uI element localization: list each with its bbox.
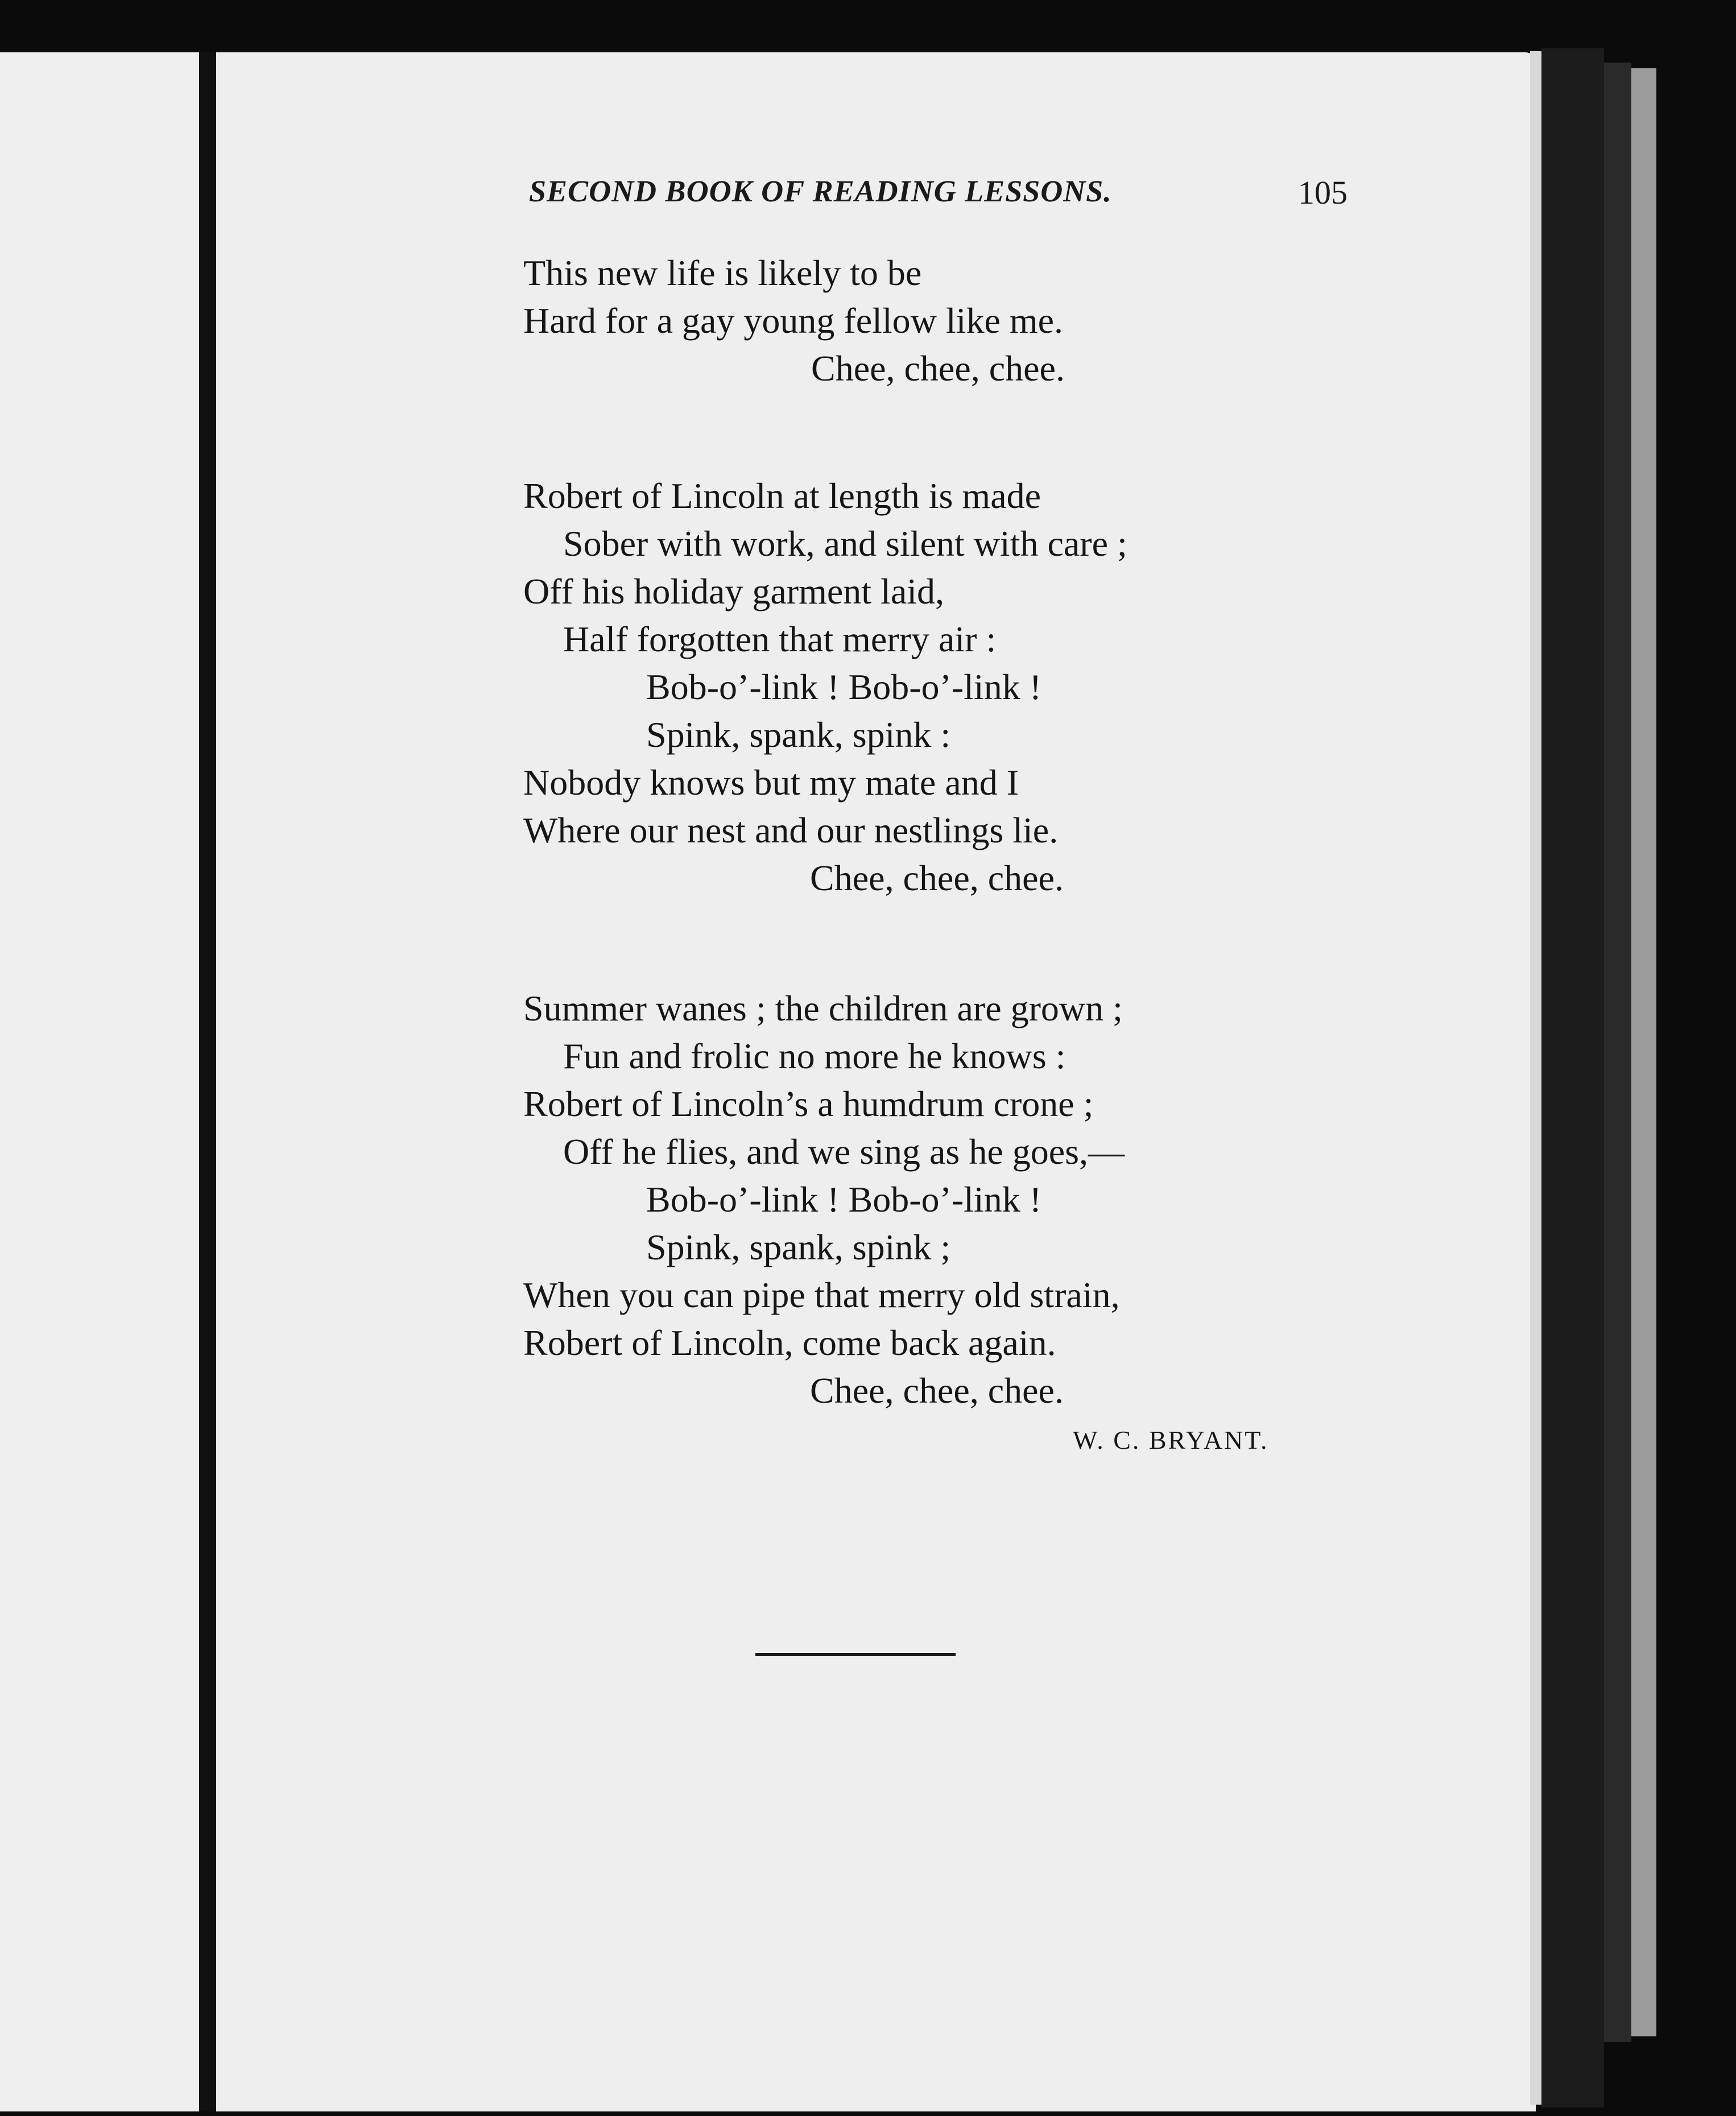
poem-line: Fun and frolic no more he knows :	[563, 1036, 1066, 1076]
poem-refrain: Chee, chee, chee.	[810, 1370, 1064, 1411]
book-cover-edge	[1541, 48, 1604, 2107]
poem-refrain: Chee, chee, chee.	[811, 348, 1065, 389]
poem-line: Hard for a gay young fellow like me.	[523, 300, 1064, 341]
poem-line: Robert of Lincoln at length is made	[523, 476, 1041, 516]
cover-spine-strip	[1631, 68, 1656, 2036]
running-title: SECOND BOOK OF READING LESSONS.	[529, 174, 1112, 208]
section-divider	[755, 1653, 956, 1656]
poem-line: Spink, spank, spink ;	[646, 1227, 951, 1267]
poem-line: Robert of Lincoln, come back again.	[523, 1322, 1056, 1363]
poem-refrain: Chee, chee, chee.	[810, 858, 1064, 898]
poem-line: Bob-o’-link ! Bob-o’-link !	[646, 1179, 1041, 1220]
poem-line: This new life is likely to be	[523, 253, 922, 293]
page-number: 105	[1298, 174, 1348, 211]
poem-line: Half forgotten that merry air :	[563, 619, 997, 659]
poem-line: Off he flies, and we sing as he goes,—	[563, 1131, 1125, 1172]
poem-line: Where our nest and our nestlings lie.	[523, 810, 1059, 850]
cover-shadow	[1604, 63, 1631, 2042]
poem-line: Nobody knows but my mate and I	[523, 762, 1019, 803]
poem-line: Summer wanes ; the children are grown ;	[523, 988, 1123, 1028]
left-page-edge	[0, 52, 200, 2111]
poem-attribution: W. C. BRYANT.	[1073, 1425, 1269, 1454]
poem-line: When you can pipe that merry old strain,	[523, 1275, 1120, 1315]
poem-line: Sober with work, and silent with care ;	[563, 523, 1127, 564]
poem-line: Bob-o’-link ! Bob-o’-link !	[646, 667, 1041, 707]
poem-line: Robert of Lincoln’s a humdrum crone ;	[523, 1084, 1094, 1124]
poem-line: Spink, spank, spink :	[646, 714, 951, 755]
poem-line: Off his holiday garment laid,	[523, 571, 944, 611]
page-edge	[1530, 51, 1541, 2105]
book-gutter	[199, 52, 216, 2111]
